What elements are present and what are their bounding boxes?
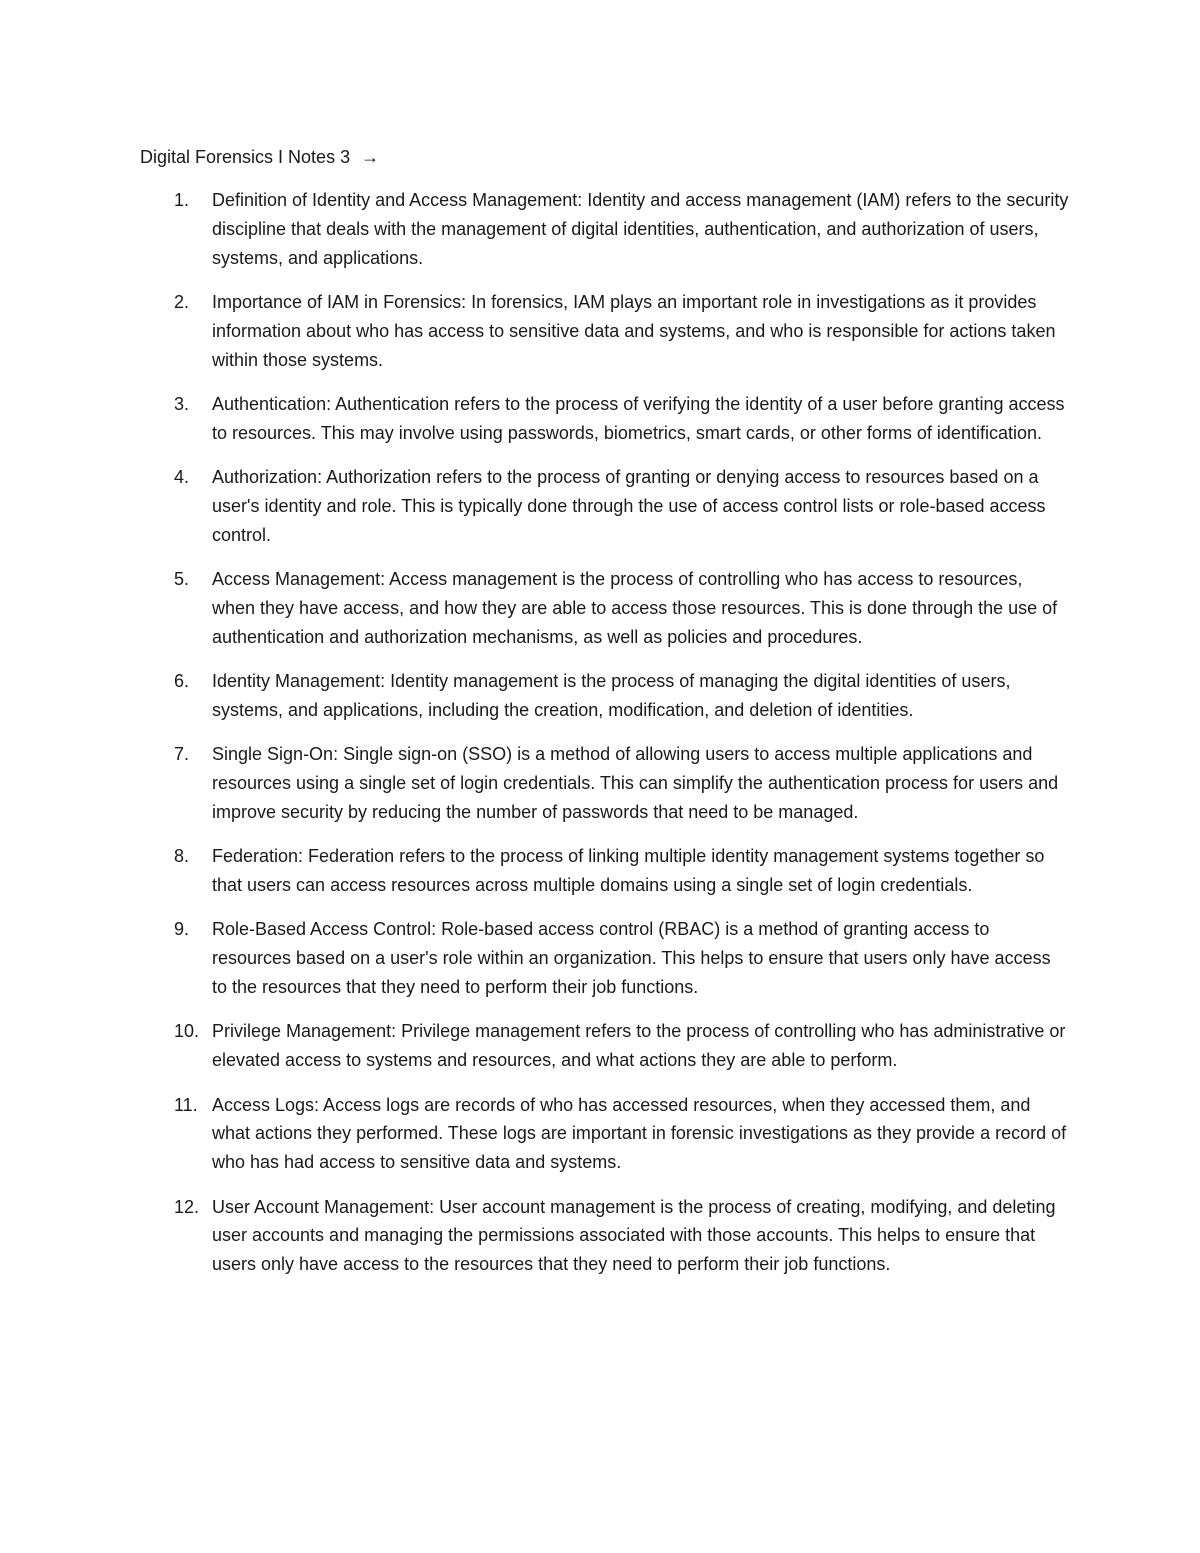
list-item-number: 2. (174, 291, 190, 312)
document-title-text: Digital Forensics I Notes 3 (140, 147, 351, 167)
list-item (140, 390, 1070, 448)
list-item (140, 1193, 1070, 1279)
list-item-number: 4. (174, 467, 190, 488)
list-item-text: Identity Management: Identity management is the process of managing the digital identities of users, systems, and applications, including the creation, modification, and deletion of identities. (212, 671, 1011, 720)
list-item-text: Role-Based Access Control: Role-based access control (RBAC) is a method of granting access to resources based on a user's role within an organization. This helps to ensure that users only have access to the resources that they need to perform their job functions. (212, 919, 1051, 998)
list-item-number: 12. (174, 1196, 200, 1217)
list-item (140, 1017, 1070, 1075)
list-item-text: Federation: Federation refers to the process of linking multiple identity management systems together so that users can access resources across multiple domains using a single set of login credentials. (212, 846, 1045, 896)
list-item (140, 667, 1070, 725)
list-item-number: 10. (174, 1021, 200, 1042)
list-item-text: User Account Management: User account management is the process of creating, modifying, and deleting user accounts and managing the permissions associated with those accounts. This helps to ensure that users only have access to the resources that they need to perform their job functions. (212, 1196, 1056, 1275)
list-item-number: 11. (174, 1094, 198, 1115)
list-item-text: Definition of Identity and Access Management: Identity and access management (IAM) refers to the security discipline that deals with the management of digital identities, authentication, and authorization of users, systems, and applications. (212, 190, 1069, 268)
arrow-right-icon: → (361, 147, 380, 167)
list-item (140, 288, 1070, 374)
list-item-text: Single Sign-On: Single sign-on (SSO) is a method of allowing users to access multiple applications and resources using a single set of login credentials. This can simplify the authentication process for users and improve security by reducing the number of passwords that need to be managed. (212, 744, 1059, 822)
list-item-number: 6. (174, 671, 190, 692)
list-item-number: 5. (174, 569, 190, 590)
list-item-text: Authorization: Authorization refers to the process of granting or denying access to resources based on a user's identity and role. This is typically done through the use of access control lists or role-based access control. (212, 467, 1046, 545)
list-item (140, 463, 1070, 549)
list-item (140, 740, 1070, 826)
list-item-number: 7. (174, 744, 190, 765)
list-item (140, 565, 1070, 651)
list-item (140, 915, 1070, 1001)
notes-list (140, 186, 1070, 1295)
list-item-number: 1. (174, 190, 190, 210)
list-item (140, 186, 1070, 272)
list-item-text: Access Logs: Access logs are records of who has accessed resources, when they accessed them, and what actions they performed. These logs are important in forensic investigations as they provide a record of who has had access to sensitive data and systems. (212, 1094, 1067, 1173)
list-item-text: Authentication: Authentication refers to the process of verifying the identity of a user before granting access to resources. This may involve using passwords, biometrics, smart cards, or other forms of identification. (212, 393, 1065, 443)
list-item (140, 1091, 1070, 1177)
list-item (140, 842, 1070, 900)
list-item-number: 8. (174, 846, 190, 867)
list-item-text: Privilege Management: Privilege management refers to the process of controlling who has administrative or elevated access to systems and resources, and what actions they are able to perform. (212, 1021, 1066, 1071)
list-item-number: 9. (174, 919, 190, 940)
document-title (140, 143, 379, 171)
list-item-text: Access Management: Access management is the process of controlling who has access to resources, when they have access, and how they are able to access those resources. This is done through the use of authentication and authorization mechanisms, as well as policies and procedures. (212, 569, 1058, 647)
list-item-number: 3. (174, 393, 190, 414)
list-item-text: Importance of IAM in Forensics: In forensics, IAM plays an important role in investigations as it provides information about who has access to sensitive data and systems, and who is responsible for actions taken within those systems. (212, 291, 1056, 370)
